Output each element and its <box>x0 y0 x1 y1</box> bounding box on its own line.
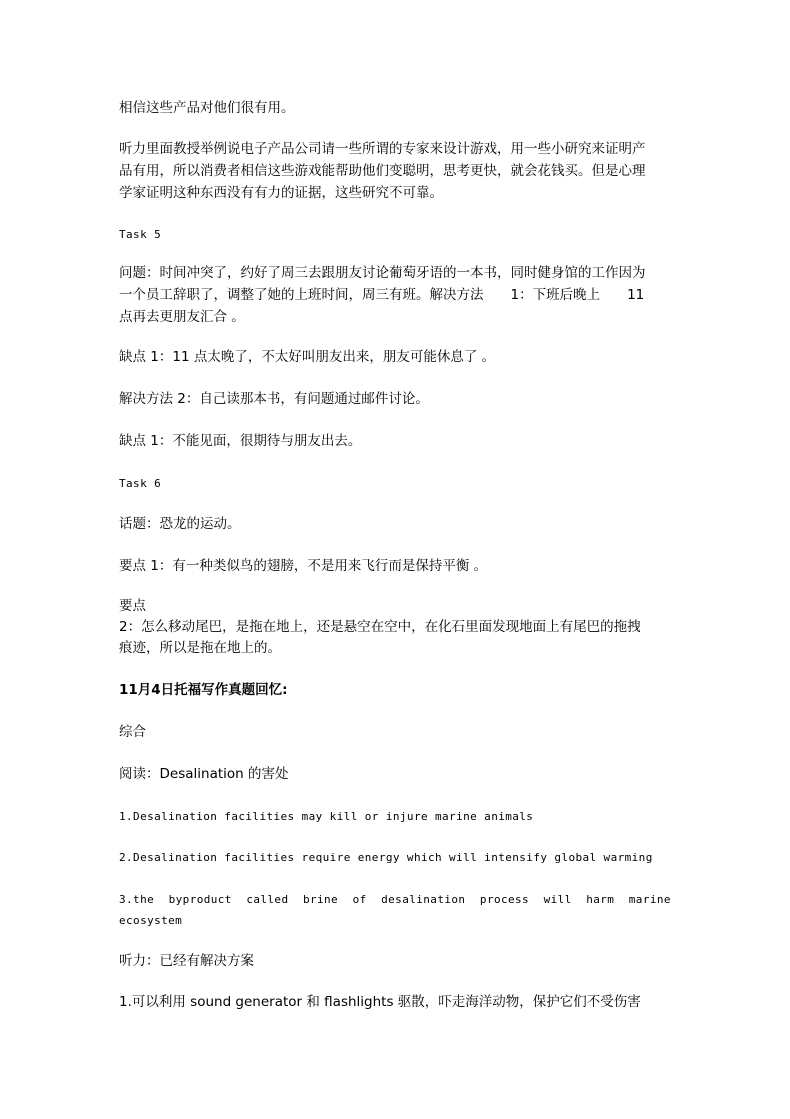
reading-point-3 <box>119 889 671 931</box>
word: marine <box>628 893 671 906</box>
text-line: ecosystem <box>119 914 183 927</box>
listening-label <box>119 950 671 972</box>
task5-solution-2 <box>119 388 671 410</box>
text-line: 综合 <box>119 724 146 740</box>
text-line: 2：怎么移动尾巴，是拖在地上，还是悬空在空中，在化石里面发现地面上有尾巴的拖拽 <box>119 619 641 635</box>
text-line: 阅读：Desalination 的害处 <box>119 766 289 782</box>
integrated-label <box>119 721 671 743</box>
word: 3.the <box>119 893 155 906</box>
justified-line <box>119 889 671 910</box>
text-line: 2.Desalination facilities require energy which will intensify global warming <box>119 851 653 864</box>
task6-point-2 <box>119 596 671 659</box>
word: of <box>352 893 367 906</box>
text-line: 一个员工辞职了，调整了她的上班时间，周三有班。解决方法 1：下班后晚上 11 <box>119 287 645 303</box>
word: brine <box>302 893 339 906</box>
text-line: 要点 1：有一种类似鸟的翅膀，不是用来飞行而是保持平衡 。 <box>119 558 488 574</box>
text-line: 点再去更朋友汇合 。 <box>119 309 245 325</box>
task6-point-1 <box>119 555 671 577</box>
heading-text: 11月4日托福写作真题回忆: <box>119 682 288 698</box>
word: called <box>246 893 289 906</box>
word: process <box>479 893 530 906</box>
reading-label <box>119 763 671 785</box>
task6-heading <box>119 473 671 495</box>
task5-con-2 <box>119 430 671 452</box>
text-line: 要点 <box>119 598 146 614</box>
task5-con-1 <box>119 346 671 368</box>
paragraph-intro-conclusion <box>119 97 671 119</box>
word: will <box>543 893 572 906</box>
text-line: 话题：恐龙的运动。 <box>119 516 241 532</box>
reading-point-2 <box>119 847 671 869</box>
text-line: 痕迹，所以是拖在地上的。 <box>119 640 281 656</box>
word: desalination <box>381 893 466 906</box>
task5-issue <box>119 262 671 328</box>
text-line: 1.Desalination facilities may kill or injure marine animals <box>119 810 534 823</box>
reading-point-1 <box>119 806 671 828</box>
heading-text: Task 6 <box>119 477 162 490</box>
text-line: 听力：已经有解决方案 <box>119 953 254 969</box>
text-line: 缺点 1：11 点太晚了，不太好叫朋友出来，朋友可能休息了 。 <box>119 349 496 365</box>
text-line: 相信这些产品对他们很有用。 <box>119 100 295 116</box>
text-line: 学家证明这种东西没有有力的证据，这些研究不可靠。 <box>119 185 443 201</box>
word: harm <box>586 893 615 906</box>
task6-topic <box>119 513 671 535</box>
text-line: 解决方法 2：自己读那本书，有问题通过邮件讨论。 <box>119 391 429 407</box>
text-line: 1.可以利用 sound generator 和 flashlights 驱散，吓走海洋动物，保护它们不受伤害 <box>119 994 641 1010</box>
text-line: 听力里面教授举例说电子产品公司请一些所谓的专家来设计游戏，用一些小研究来证明产 <box>119 141 646 157</box>
listening-point-1 <box>119 991 671 1013</box>
word: byproduct <box>168 893 232 906</box>
text-line: 缺点 1：不能见面，很期待与朋友出去。 <box>119 433 362 449</box>
paragraph-listening-summary <box>119 138 671 204</box>
text-line: 问题：时间冲突了，约好了周三去跟朋友讨论葡萄牙语的一本书，同时健身馆的工作因为 <box>119 265 646 281</box>
text-line: 品有用，所以消费者相信这些游戏能帮助他们变聪明，思考更快，就会花钱买。但是心理 <box>119 163 646 179</box>
task5-heading <box>119 224 671 246</box>
heading-text: Task 5 <box>119 228 162 241</box>
writing-section-heading <box>119 679 671 701</box>
